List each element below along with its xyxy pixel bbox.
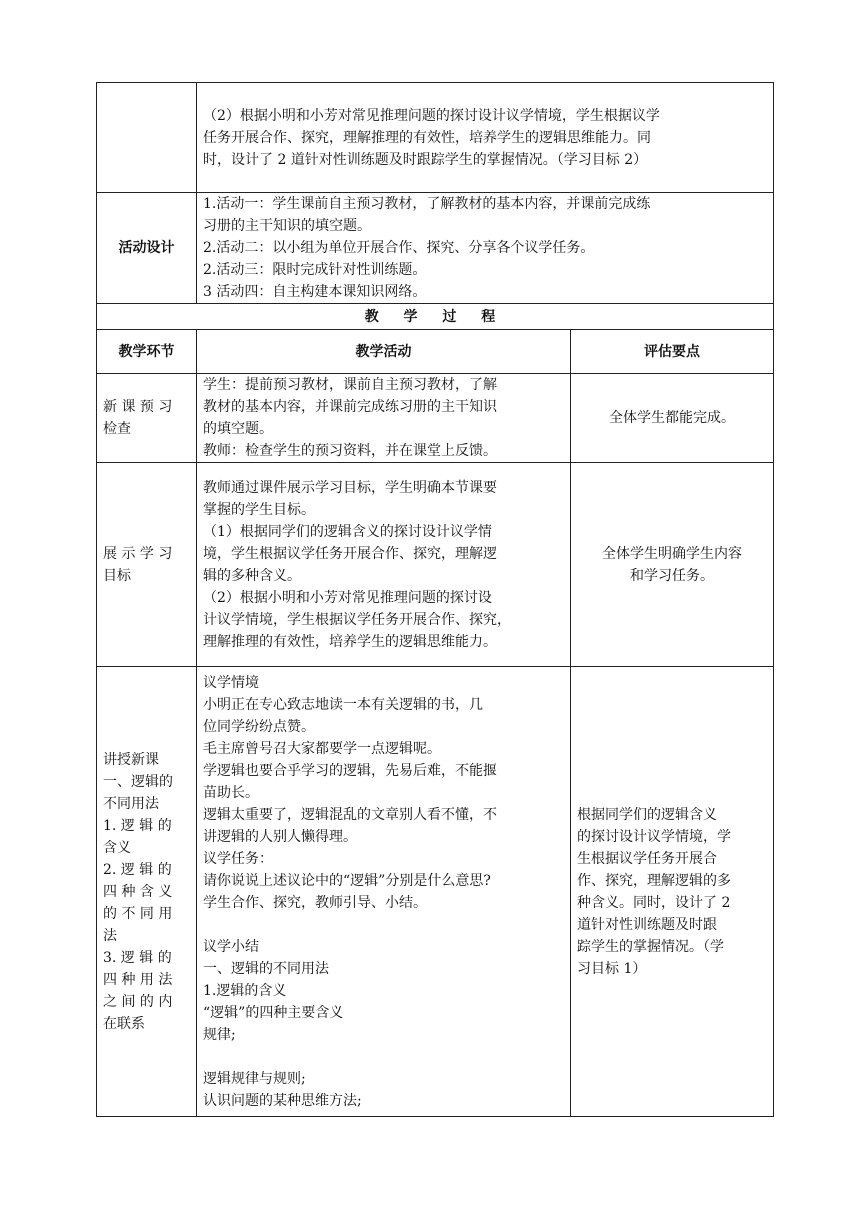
eval-cell [571,463,774,667]
stage-line: 新 课 预 习 [103,399,173,415]
activity-text: 议学小结 [203,938,259,955]
activity-text: （2）根据小明和小芳对常见推理问题的探讨设 [203,589,492,606]
activity-text: 位同学纷纷点赞。 [203,718,315,735]
eval-text: 种含义。同时，设计了 2 [577,894,731,911]
goal-line: 时，设计了 2 道针对性训练题及时跟踪学生的掌握情况。（学习目标 2） [203,151,648,168]
table-row [97,667,774,1117]
table-row [97,374,774,463]
blank-line [203,914,564,936]
goal-line: 任务开展合作、探究，理解推理的有效性，培养学生的逻辑思维能力。同 [203,129,651,146]
activity-text: 认识问题的某种思维方法; [203,1092,362,1109]
activity-line: 习册的主干知识的填空题。 [203,218,371,234]
stage-line: 讲授新课 [103,751,159,768]
activity-text: 议学情境 [203,674,259,691]
activity-line: 2.活动三：限时完成针对性训练题。 [203,262,427,278]
activity-text: 毛主席曾号召大家都要学一点逻辑呢。 [203,740,441,757]
goal-line: （2）根据小明和小芳对常见推理问题的探讨设计议学情境，学生根据议学 [203,107,660,124]
stage-line: 一、逻辑的 [103,773,173,790]
activity-text: 请你说说上述议论中的“逻辑”分别是什么意思? [203,872,491,889]
stage-line: 3. 逻 辑 的 [103,949,172,966]
stage-line: 目标 [103,567,131,584]
header-stage: 教学环节 [97,330,197,374]
stage-line: 展 示 学 习 [103,545,173,562]
activity-cell [197,463,571,667]
eval-text: 的探讨设计议学情境，学 [577,828,731,845]
stage-cell [97,463,197,667]
activity-text: 苗助长。 [203,784,259,801]
eval-text: 作、探究，理解逻辑的多 [577,872,731,889]
stage-line: 的 不 同 用 [103,905,173,922]
stage-line: 2. 逻 辑 的 [103,861,172,878]
activity-text: 辑的多种含义。 [203,567,301,584]
activity-cell [197,667,571,1117]
activity-text: 一、逻辑的不同用法 [203,960,329,977]
activity-text: （1）根据同学们的逻辑含义的探讨设计议学情 [203,523,492,540]
activity-text: 小明正在专心致志地读一本有关逻辑的书，几 [203,696,483,713]
eval-cell [571,667,774,1117]
activity-design-row [97,193,774,304]
stage-cell [97,667,197,1117]
activity-text: 境，学生根据议学任务开展合作、探究，理解逻 [203,545,497,562]
eval-text: 和学习任务。 [630,567,714,584]
eval-cell [571,374,774,463]
stage-line: 1. 逻 辑 的 [103,817,172,834]
activity-text: 掌握的学生目标。 [203,501,315,518]
activity-text: 规律; [203,1026,236,1043]
eval-text: 全体学生都能完成。 [609,410,735,426]
activity-text: 的填空题。 [203,421,273,437]
eval-text: 生根据议学任务开展合 [577,850,717,867]
eval-text: 道针对性训练题及时跟 [577,916,717,933]
stage-line: 四 种 含 义 [103,883,173,900]
process-title: 教 学 过 程 [97,304,774,330]
activity-text: 学生合作、探究，教师引导、小结。 [203,894,427,911]
header-row [97,330,774,374]
activity-text: “逻辑”的四种主要含义 [203,1004,344,1021]
activity-design-label: 活动设计 [97,193,197,304]
activity-text: 理解推理的有效性，培养学生的逻辑思维能力。 [203,633,497,650]
activity-text: 1.逻辑的含义 [203,982,287,999]
eval-text: 全体学生明确学生内容 [602,545,742,562]
goal-row-text-cell [197,83,774,193]
activity-cell [197,374,571,463]
activity-text: 教师：检查学生的预习资料，并在课堂上反馈。 [203,443,497,459]
header-eval: 评估要点 [571,330,774,374]
activity-text: 学逻辑也要合乎学习的逻辑，先易后难，不能揠 [203,762,497,779]
activity-line: 1.活动一：学生课前自主预习教材，了解教材的基本内容，并课前完成练 [203,196,651,212]
stage-line: 检查 [103,421,131,437]
eval-text: 根据同学们的逻辑含义 [577,806,717,823]
activity-text: 逻辑太重要了，逻辑混乱的文章别人看不懂，不 [203,806,497,823]
activity-text: 议学任务： [203,850,273,867]
activity-line: 3 活动四：自主构建本课知识网络。 [203,284,427,300]
eval-text: 习目标 1） [577,960,647,977]
activity-text: 学生：提前预习教材，课前自主预习教材，了解 [203,377,497,393]
table-row [97,463,774,667]
header-activity: 教学活动 [197,330,571,374]
activity-text: 讲逻辑的人别人懒得理。 [203,828,357,845]
stage-cell [97,374,197,463]
eval-text: 踪学生的掌握情况。（学 [577,938,724,955]
lesson-plan-table [96,82,774,1117]
goal-row-label-cell [97,83,197,193]
stage-line: 之 间 的 内 [103,993,173,1010]
goal-row [97,83,774,193]
activity-text: 逻辑规律与规则; [203,1070,306,1087]
process-title-row [97,304,774,330]
activity-text: 教师通过课件展示学习目标，学生明确本节课要 [203,479,497,496]
stage-line: 不同用法 [103,795,159,812]
blank-line [203,1046,564,1068]
activity-text: 教材的基本内容，并课前完成练习册的主干知识 [203,399,497,415]
activity-design-text-cell [197,193,774,304]
activity-text: 计议学情境，学生根据议学任务开展合作、探究， [203,611,511,628]
stage-line: 含义 [103,839,131,856]
stage-line: 四 种 用 法 [103,971,173,988]
stage-line: 在联系 [103,1015,145,1032]
stage-line: 法 [103,927,117,944]
activity-line: 2.活动二：以小组为单位开展合作、探究、分享各个议学任务。 [203,240,595,256]
